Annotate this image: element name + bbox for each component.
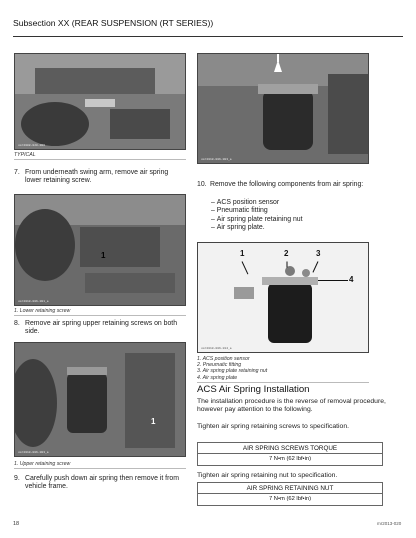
photo-code: vmr2010-006-001_a — [18, 300, 49, 303]
caption-components-legend — [197, 356, 267, 381]
list-item: – Pneumatic fitting — [211, 207, 303, 215]
callout-upper-screw: 1 — [151, 417, 156, 426]
callout-3: 3 — [316, 249, 321, 258]
legend-item: 1. ACS position sensor — [197, 356, 250, 362]
list-item: – Air spring plate. — [211, 224, 303, 232]
spec-table-screws-torque — [197, 442, 383, 466]
caption-rule — [197, 382, 369, 383]
caption-rule — [14, 315, 186, 316]
caption-number: 1. — [14, 461, 19, 467]
callout-1: 1 — [240, 249, 245, 258]
caption-label: Upper retaining screw — [19, 461, 71, 467]
step-8-number: 8. — [14, 320, 20, 327]
step-10 — [197, 181, 387, 189]
caption-upper-screw — [14, 461, 70, 467]
paragraph-tighten-nut: Tighten air spring retaining nut to specification. — [197, 472, 338, 479]
paragraph-installation: The installation procedure is the reverse of removal procedure, however pay attention to the following. — [197, 398, 386, 414]
step-7-number: 7. — [14, 169, 20, 176]
spec-table-header: AIR SPRING SCREWS TORQUE — [198, 443, 382, 454]
legend-item: 3. Air spring plate retaining nut — [197, 368, 268, 375]
spec-table-retaining-nut — [197, 482, 383, 506]
photo-components — [197, 242, 369, 353]
step-10-text: Remove the following components from air spring: — [210, 181, 364, 188]
step-9-text: Carefully push down air spring then remove it from vehicle frame. — [25, 475, 179, 491]
step-7 — [14, 169, 186, 186]
spec-table-value: 7 N•m (62 lbf•in) — [268, 456, 312, 462]
list-item: – ACS position sensor — [211, 199, 303, 207]
photo-code: vmr2008-020-006 — [18, 144, 46, 147]
photo-typical — [14, 53, 186, 150]
step-10-number: 10. — [197, 181, 207, 188]
photo-upper-screw-illustration — [15, 343, 186, 457]
step-7-text: From underneath swing arm, remove air spring lower retaining screw. — [25, 169, 169, 185]
photo-lower-screw — [14, 194, 186, 306]
photo-code: vmr2010-006-003_a — [201, 158, 232, 161]
photo-air-spring-top-illustration — [198, 54, 369, 164]
step-8-text: Remove air spring upper retaining screws on both side. — [25, 320, 178, 336]
spec-table-value: 7 N•m (62 lbf•in) — [268, 496, 312, 502]
callout-lower-screw: 1 — [101, 251, 106, 260]
caption-typical: TYPICAL — [14, 152, 36, 158]
section-title: ACS Air Spring Installation — [197, 384, 310, 395]
callout-line-4 — [318, 280, 348, 281]
callout-2: 2 — [284, 249, 289, 258]
legend-item: 2. Pneumatic fitting — [197, 362, 242, 369]
list-item: – Air spring plate retaining nut — [211, 216, 303, 224]
photo-code: vmr2010-006-014_a — [201, 347, 232, 350]
photo-components-illustration — [198, 243, 369, 353]
spec-table-header: AIR SPRING RETAINING NUT — [198, 483, 382, 494]
caption-rule — [14, 159, 186, 160]
step-9-number: 9. — [14, 475, 20, 482]
callout-4: 4 — [349, 275, 354, 284]
caption-number: 1. — [14, 308, 19, 314]
step-10-components-list — [211, 199, 303, 233]
step-9 — [14, 475, 186, 492]
page-header: Subsection XX (REAR SUSPENSION (RT SERIES)) — [13, 18, 214, 28]
legend-item: 4. Air spring plate — [197, 374, 238, 381]
photo-typical-illustration — [15, 54, 186, 150]
caption-lower-screw — [14, 308, 70, 314]
caption-label: Lower retaining screw — [19, 308, 71, 314]
footer-doc-code: mr2013-020 — [377, 521, 402, 526]
photo-code: vmr2010-006-003_a — [18, 451, 49, 454]
step-8 — [14, 320, 186, 337]
paragraph-tighten-screws: Tighten air spring retaining screws to specification. — [197, 423, 349, 430]
photo-upper-screw — [14, 342, 186, 457]
caption-rule — [14, 468, 186, 469]
footer-page-number: 18 — [13, 521, 20, 527]
photo-air-spring-top — [197, 53, 369, 164]
callout-line-2 — [287, 262, 288, 268]
header-rule — [13, 36, 403, 37]
